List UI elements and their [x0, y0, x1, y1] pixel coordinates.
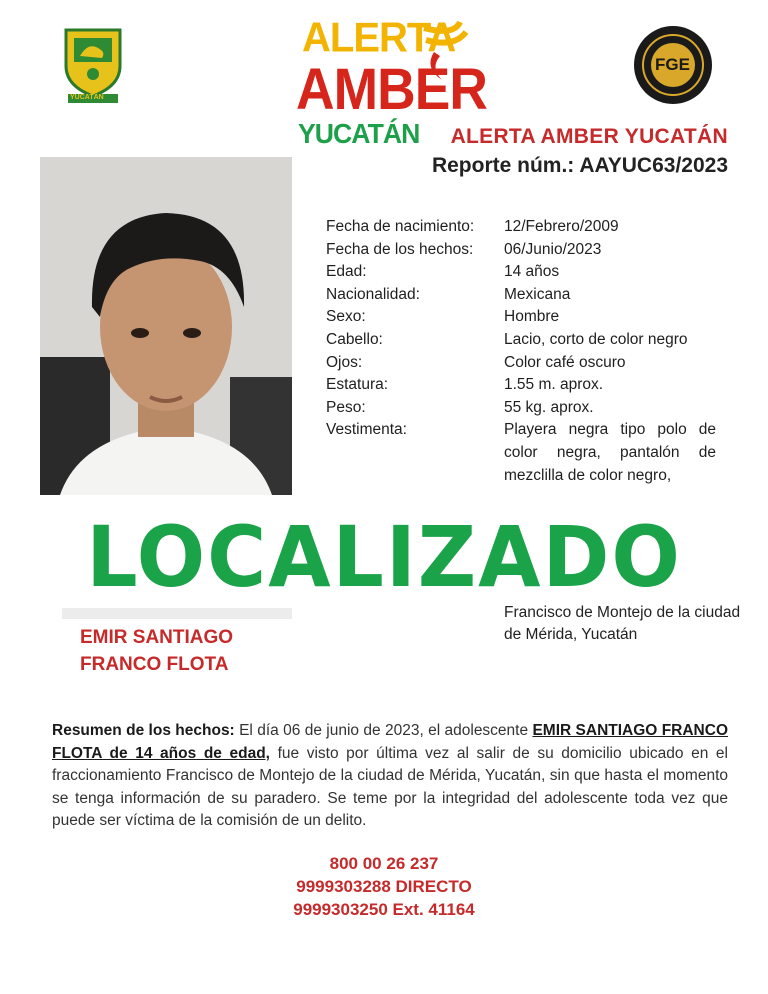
info-label: Vestimenta:	[326, 421, 407, 439]
summary-paragraph	[52, 720, 728, 833]
info-value: Hombre	[504, 308, 560, 326]
info-value: 14 años	[504, 263, 560, 281]
info-label: Sexo:	[326, 308, 366, 326]
logo-alerta-text: ALERTA	[302, 14, 456, 62]
info-label: Peso:	[326, 398, 366, 416]
report-label: Reporte núm.:	[431, 154, 575, 177]
phone-line: 9999303250 Ext. 41164	[293, 900, 475, 919]
info-row-weight	[326, 397, 716, 420]
info-label: Cabello:	[326, 330, 383, 348]
person-name-line2: FRANCO FLOTA	[80, 654, 229, 675]
info-value: 06/Junio/2023	[504, 240, 602, 258]
info-row-hair	[326, 329, 716, 352]
info-label: Edad:	[326, 263, 367, 281]
info-label: Ojos:	[326, 353, 363, 371]
person-name-line1: EMIR SANTIAGO	[80, 627, 234, 648]
status-localizado: LOCALIZADO	[86, 508, 682, 606]
person-photo	[40, 157, 292, 495]
info-row-age	[326, 261, 716, 284]
info-value: Mexicana	[504, 285, 571, 303]
summary-label: Resumen de los hechos:	[52, 722, 235, 739]
info-row-eyes	[326, 352, 716, 375]
phone-line: 800 00 26 237	[329, 854, 439, 873]
fge-seal-logo	[632, 24, 714, 106]
logo-amber-text: AMBER	[296, 57, 488, 122]
info-value: Color café oscuro	[504, 353, 626, 371]
person-name	[80, 624, 233, 678]
info-value: 55 kg. aprox.	[504, 398, 594, 416]
contact-phones	[0, 852, 768, 921]
report-number: AAYUC63/2023	[579, 154, 728, 177]
summary-part1: El día 06 de junio de 2023, el adolescente	[234, 722, 533, 739]
info-label: Estatura:	[326, 376, 389, 394]
info-row-event-date	[326, 239, 716, 262]
summary-name: EMIR SANTIAGO FRANCO FLOTA de 14 años de edad,	[52, 722, 729, 762]
info-row-nationality	[326, 284, 716, 307]
info-label: Nacionalidad:	[326, 285, 420, 303]
logo-yucatan-text: YUCATÁN	[298, 118, 420, 149]
info-value: Playera negra tipo polo de color negra, pantalón de mezclilla de color negro,	[504, 421, 716, 484]
info-label: Fecha de nacimiento:	[326, 218, 475, 235]
location-text: Francisco de Montejo de la ciudad de Mérida, Yucatán	[504, 604, 741, 643]
alert-title: ALERTA AMBER YUCATÁN	[450, 125, 728, 148]
info-value: 1.55 m. aprox.	[504, 376, 604, 394]
phone-line: 9999303288 DIRECTO	[296, 877, 472, 896]
info-row-clothes	[326, 419, 716, 487]
info-label: Fecha de los hechos:	[326, 240, 474, 258]
info-value: Lacio, corto de color negro	[504, 330, 688, 348]
summary-part2: fue visto por última vez al salir de su domicilio ubicado en el fraccionamiento Francisco de Montejo de la ciudad de Mérida, Yucatán, sin que hasta el momento se tenga información de su paradero. Se teme por la integridad del adolescente toda vez que puede ser víctima de la comisión de un delito.	[52, 744, 728, 829]
info-value: 12/Febrero/2009	[504, 218, 619, 235]
info-row-sex	[326, 306, 716, 329]
info-row-height	[326, 374, 716, 397]
yucatan-government-logo	[62, 26, 124, 104]
personal-info-table	[326, 216, 716, 487]
info-row-birth	[326, 216, 716, 239]
gov-logo-text: YUCATÁN	[70, 94, 104, 101]
report-number-line	[432, 154, 728, 178]
fge-seal-text: FGE	[655, 55, 690, 74]
